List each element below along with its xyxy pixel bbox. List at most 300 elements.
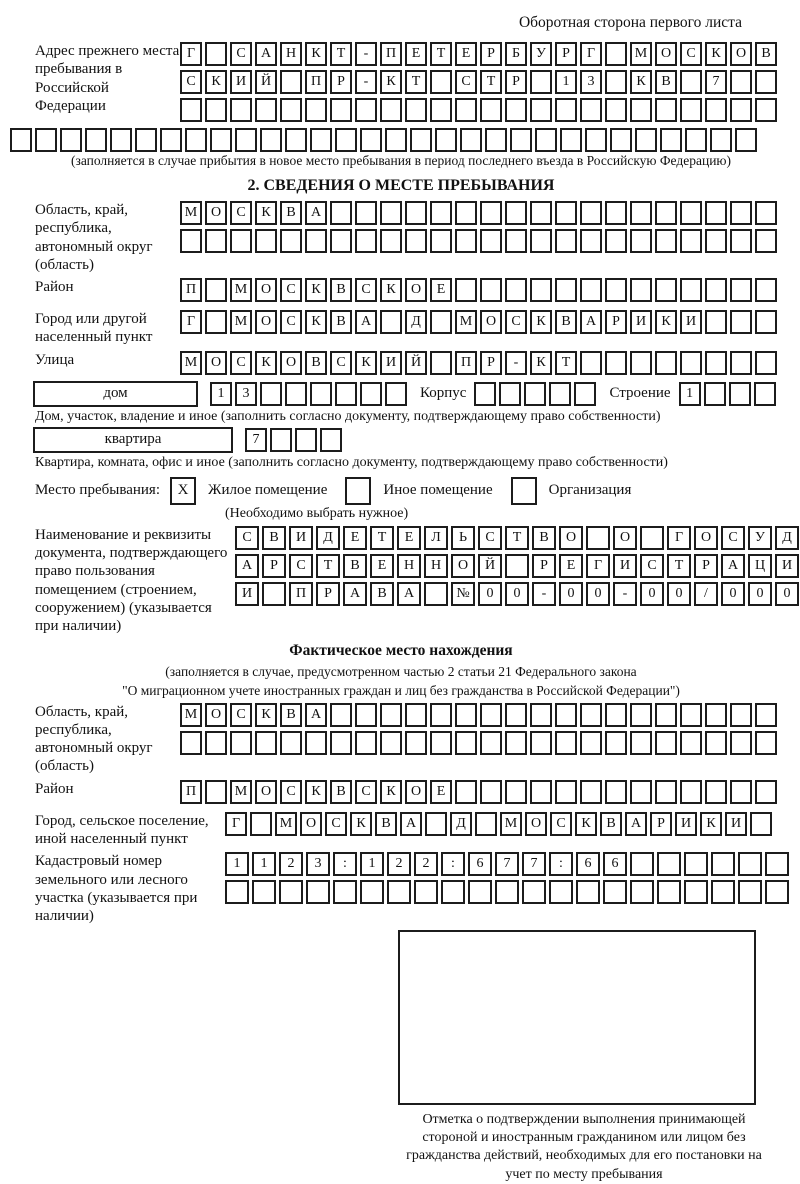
char-box[interactable] bbox=[355, 229, 377, 253]
char-box[interactable] bbox=[680, 278, 702, 302]
char-box[interactable] bbox=[455, 780, 477, 804]
char-box[interactable] bbox=[585, 128, 607, 152]
char-box[interactable] bbox=[765, 852, 789, 876]
char-box[interactable] bbox=[250, 812, 272, 836]
char-box[interactable]: В bbox=[330, 780, 352, 804]
char-box[interactable] bbox=[355, 98, 377, 122]
char-box[interactable] bbox=[630, 852, 654, 876]
char-box[interactable] bbox=[630, 703, 652, 727]
char-box[interactable]: 0 bbox=[586, 582, 610, 606]
char-box[interactable] bbox=[430, 703, 452, 727]
char-box[interactable]: О bbox=[255, 278, 277, 302]
char-box[interactable] bbox=[705, 351, 727, 375]
char-box[interactable] bbox=[252, 880, 276, 904]
char-box[interactable] bbox=[610, 128, 632, 152]
char-box[interactable] bbox=[360, 128, 382, 152]
char-box[interactable] bbox=[335, 128, 357, 152]
char-box[interactable]: М bbox=[230, 310, 252, 334]
char-box[interactable]: К bbox=[255, 351, 277, 375]
char-box[interactable]: Д bbox=[316, 526, 340, 550]
char-box[interactable] bbox=[680, 98, 702, 122]
char-box[interactable] bbox=[210, 128, 232, 152]
char-box[interactable] bbox=[480, 731, 502, 755]
char-box[interactable] bbox=[680, 703, 702, 727]
char-box[interactable] bbox=[730, 780, 752, 804]
char-box[interactable] bbox=[430, 351, 452, 375]
char-box[interactable]: 2 bbox=[414, 852, 438, 876]
char-box[interactable]: Е bbox=[405, 42, 427, 66]
char-box[interactable] bbox=[705, 310, 727, 334]
char-box[interactable]: В bbox=[330, 310, 352, 334]
char-box[interactable]: И bbox=[613, 554, 637, 578]
char-box[interactable] bbox=[730, 310, 752, 334]
char-box[interactable] bbox=[730, 351, 752, 375]
char-box[interactable] bbox=[730, 70, 752, 94]
house-type-box[interactable]: дом bbox=[33, 381, 198, 407]
char-box[interactable]: 3 bbox=[306, 852, 330, 876]
char-box[interactable] bbox=[630, 201, 652, 225]
char-box[interactable] bbox=[655, 229, 677, 253]
char-box[interactable]: Е bbox=[430, 278, 452, 302]
char-box[interactable] bbox=[586, 526, 610, 550]
char-box[interactable]: С bbox=[280, 310, 302, 334]
char-box[interactable]: С bbox=[289, 554, 313, 578]
char-box[interactable]: Ц bbox=[748, 554, 772, 578]
char-box[interactable] bbox=[225, 880, 249, 904]
char-box[interactable]: П bbox=[305, 70, 327, 94]
char-box[interactable] bbox=[285, 128, 307, 152]
char-box[interactable]: 0 bbox=[559, 582, 583, 606]
char-box[interactable] bbox=[205, 229, 227, 253]
char-box[interactable] bbox=[380, 310, 402, 334]
char-box[interactable]: М bbox=[230, 278, 252, 302]
char-box[interactable] bbox=[405, 229, 427, 253]
char-box[interactable] bbox=[468, 880, 492, 904]
char-box[interactable] bbox=[385, 128, 407, 152]
char-box[interactable]: В bbox=[532, 526, 556, 550]
char-box[interactable] bbox=[255, 731, 277, 755]
char-box[interactable] bbox=[414, 880, 438, 904]
char-box[interactable] bbox=[705, 201, 727, 225]
char-box[interactable]: О bbox=[559, 526, 583, 550]
char-box[interactable]: Р bbox=[650, 812, 672, 836]
char-box[interactable]: С bbox=[721, 526, 745, 550]
char-box[interactable]: О bbox=[255, 310, 277, 334]
char-box[interactable] bbox=[730, 703, 752, 727]
char-box[interactable]: О bbox=[613, 526, 637, 550]
char-box[interactable]: М bbox=[230, 780, 252, 804]
char-box[interactable]: А bbox=[397, 582, 421, 606]
char-box[interactable]: И bbox=[680, 310, 702, 334]
char-box[interactable] bbox=[205, 731, 227, 755]
char-box[interactable] bbox=[410, 128, 432, 152]
char-box[interactable]: М bbox=[455, 310, 477, 334]
char-box[interactable] bbox=[474, 382, 496, 406]
char-box[interactable] bbox=[580, 351, 602, 375]
char-box[interactable]: К bbox=[350, 812, 372, 836]
char-box[interactable] bbox=[555, 229, 577, 253]
char-box[interactable]: Б bbox=[505, 42, 527, 66]
char-box[interactable] bbox=[355, 731, 377, 755]
char-box[interactable] bbox=[755, 351, 777, 375]
char-box[interactable]: Й bbox=[405, 351, 427, 375]
char-box[interactable] bbox=[605, 98, 627, 122]
char-box[interactable]: А bbox=[235, 554, 259, 578]
char-box[interactable] bbox=[755, 70, 777, 94]
char-box[interactable] bbox=[430, 70, 452, 94]
char-box[interactable]: Г bbox=[586, 554, 610, 578]
char-box[interactable]: С bbox=[230, 42, 252, 66]
char-box[interactable]: Т bbox=[555, 351, 577, 375]
char-box[interactable]: 0 bbox=[505, 582, 529, 606]
char-box[interactable]: М bbox=[275, 812, 297, 836]
char-box[interactable] bbox=[205, 278, 227, 302]
char-box[interactable] bbox=[485, 128, 507, 152]
char-box[interactable]: О bbox=[480, 310, 502, 334]
char-box[interactable]: В bbox=[330, 278, 352, 302]
char-box[interactable]: П bbox=[289, 582, 313, 606]
char-box[interactable]: 1 bbox=[210, 382, 232, 406]
char-box[interactable]: В bbox=[305, 351, 327, 375]
char-box[interactable] bbox=[580, 278, 602, 302]
char-box[interactable]: О bbox=[451, 554, 475, 578]
char-box[interactable] bbox=[605, 70, 627, 94]
char-box[interactable] bbox=[765, 880, 789, 904]
char-box[interactable] bbox=[160, 128, 182, 152]
char-box[interactable]: 0 bbox=[775, 582, 799, 606]
char-box[interactable] bbox=[605, 229, 627, 253]
char-box[interactable]: С bbox=[478, 526, 502, 550]
char-box[interactable]: К bbox=[255, 201, 277, 225]
char-box[interactable]: 0 bbox=[667, 582, 691, 606]
char-box[interactable] bbox=[380, 201, 402, 225]
char-box[interactable]: А bbox=[400, 812, 422, 836]
char-box[interactable] bbox=[310, 382, 332, 406]
char-box[interactable]: В bbox=[555, 310, 577, 334]
char-box[interactable]: А bbox=[305, 703, 327, 727]
char-box[interactable] bbox=[305, 731, 327, 755]
char-box[interactable] bbox=[705, 780, 727, 804]
char-box[interactable] bbox=[430, 98, 452, 122]
char-box[interactable] bbox=[305, 229, 327, 253]
char-box[interactable]: В bbox=[600, 812, 622, 836]
char-box[interactable] bbox=[605, 703, 627, 727]
char-box[interactable]: О bbox=[300, 812, 322, 836]
char-box[interactable] bbox=[605, 42, 627, 66]
char-box[interactable] bbox=[185, 128, 207, 152]
char-box[interactable] bbox=[680, 201, 702, 225]
char-box[interactable] bbox=[576, 880, 600, 904]
char-box[interactable]: Н bbox=[397, 554, 421, 578]
char-box[interactable] bbox=[580, 780, 602, 804]
char-box[interactable] bbox=[320, 428, 342, 452]
char-box[interactable] bbox=[603, 880, 627, 904]
char-box[interactable] bbox=[630, 780, 652, 804]
char-box[interactable]: Р bbox=[316, 582, 340, 606]
char-box[interactable] bbox=[455, 703, 477, 727]
char-box[interactable]: О bbox=[405, 780, 427, 804]
char-box[interactable]: К bbox=[305, 310, 327, 334]
char-box[interactable]: П bbox=[380, 42, 402, 66]
checkbox-organizatsiya[interactable] bbox=[511, 477, 537, 505]
char-box[interactable] bbox=[655, 780, 677, 804]
char-box[interactable]: К bbox=[380, 780, 402, 804]
char-box[interactable]: - bbox=[505, 351, 527, 375]
char-box[interactable]: Д bbox=[775, 526, 799, 550]
char-box[interactable]: С bbox=[280, 278, 302, 302]
char-box[interactable] bbox=[355, 201, 377, 225]
char-box[interactable] bbox=[405, 201, 427, 225]
char-box[interactable] bbox=[750, 812, 772, 836]
char-box[interactable] bbox=[574, 382, 596, 406]
char-box[interactable] bbox=[522, 880, 546, 904]
char-box[interactable] bbox=[205, 98, 227, 122]
char-box[interactable] bbox=[505, 780, 527, 804]
char-box[interactable] bbox=[280, 229, 302, 253]
char-box[interactable]: М bbox=[180, 351, 202, 375]
char-box[interactable]: Т bbox=[505, 526, 529, 550]
char-box[interactable]: К bbox=[380, 278, 402, 302]
char-box[interactable] bbox=[530, 98, 552, 122]
char-box[interactable] bbox=[535, 128, 557, 152]
char-box[interactable]: Р bbox=[480, 351, 502, 375]
char-box[interactable]: Е bbox=[343, 526, 367, 550]
char-box[interactable] bbox=[280, 70, 302, 94]
char-box[interactable]: К bbox=[530, 351, 552, 375]
char-box[interactable] bbox=[630, 98, 652, 122]
char-box[interactable] bbox=[360, 382, 382, 406]
char-box[interactable]: К bbox=[305, 278, 327, 302]
char-box[interactable] bbox=[279, 880, 303, 904]
char-box[interactable]: О bbox=[694, 526, 718, 550]
char-box[interactable] bbox=[430, 731, 452, 755]
char-box[interactable]: 0 bbox=[748, 582, 772, 606]
char-box[interactable]: Т bbox=[480, 70, 502, 94]
char-box[interactable] bbox=[580, 703, 602, 727]
char-box[interactable] bbox=[480, 780, 502, 804]
char-box[interactable] bbox=[180, 229, 202, 253]
char-box[interactable] bbox=[530, 731, 552, 755]
char-box[interactable]: В bbox=[370, 582, 394, 606]
char-box[interactable] bbox=[630, 880, 654, 904]
char-box[interactable]: М bbox=[180, 703, 202, 727]
char-box[interactable] bbox=[730, 731, 752, 755]
char-box[interactable]: Н bbox=[280, 42, 302, 66]
char-box[interactable] bbox=[230, 98, 252, 122]
char-box[interactable] bbox=[738, 880, 762, 904]
char-box[interactable]: 7 bbox=[522, 852, 546, 876]
char-box[interactable] bbox=[711, 880, 735, 904]
char-box[interactable]: Р bbox=[555, 42, 577, 66]
char-box[interactable]: К bbox=[205, 70, 227, 94]
char-box[interactable] bbox=[499, 382, 521, 406]
char-box[interactable] bbox=[580, 98, 602, 122]
char-box[interactable] bbox=[605, 780, 627, 804]
char-box[interactable]: А bbox=[580, 310, 602, 334]
char-box[interactable] bbox=[657, 852, 681, 876]
char-box[interactable]: 7 bbox=[245, 428, 267, 452]
char-box[interactable]: И bbox=[775, 554, 799, 578]
char-box[interactable]: Г bbox=[180, 310, 202, 334]
char-box[interactable] bbox=[260, 382, 282, 406]
char-box[interactable] bbox=[635, 128, 657, 152]
char-box[interactable]: Е bbox=[559, 554, 583, 578]
char-box[interactable] bbox=[555, 278, 577, 302]
char-box[interactable]: О bbox=[525, 812, 547, 836]
char-box[interactable]: С bbox=[640, 554, 664, 578]
char-box[interactable]: О bbox=[205, 351, 227, 375]
char-box[interactable]: 1 bbox=[679, 382, 701, 406]
char-box[interactable] bbox=[630, 229, 652, 253]
char-box[interactable] bbox=[235, 128, 257, 152]
char-box[interactable]: 1 bbox=[555, 70, 577, 94]
char-box[interactable]: О bbox=[405, 278, 427, 302]
char-box[interactable] bbox=[455, 731, 477, 755]
char-box[interactable] bbox=[705, 703, 727, 727]
char-box[interactable]: И bbox=[630, 310, 652, 334]
char-box[interactable]: М bbox=[500, 812, 522, 836]
char-box[interactable] bbox=[306, 880, 330, 904]
char-box[interactable] bbox=[330, 98, 352, 122]
char-box[interactable] bbox=[330, 201, 352, 225]
char-box[interactable] bbox=[605, 351, 627, 375]
char-box[interactable]: С bbox=[230, 703, 252, 727]
char-box[interactable]: С bbox=[330, 351, 352, 375]
char-box[interactable] bbox=[711, 852, 735, 876]
char-box[interactable]: А bbox=[255, 42, 277, 66]
char-box[interactable] bbox=[480, 201, 502, 225]
char-box[interactable] bbox=[685, 128, 707, 152]
char-box[interactable] bbox=[230, 731, 252, 755]
char-box[interactable]: В bbox=[280, 201, 302, 225]
char-box[interactable] bbox=[684, 852, 708, 876]
char-box[interactable] bbox=[530, 70, 552, 94]
char-box[interactable]: О bbox=[205, 201, 227, 225]
char-box[interactable] bbox=[385, 382, 407, 406]
char-box[interactable] bbox=[555, 201, 577, 225]
char-box[interactable] bbox=[480, 278, 502, 302]
char-box[interactable]: Т bbox=[405, 70, 427, 94]
char-box[interactable] bbox=[330, 703, 352, 727]
char-box[interactable] bbox=[710, 128, 732, 152]
char-box[interactable]: 6 bbox=[576, 852, 600, 876]
char-box[interactable] bbox=[755, 310, 777, 334]
char-box[interactable] bbox=[549, 382, 571, 406]
char-box[interactable] bbox=[333, 880, 357, 904]
char-box[interactable]: К bbox=[355, 351, 377, 375]
char-box[interactable]: 3 bbox=[580, 70, 602, 94]
char-box[interactable]: У bbox=[530, 42, 552, 66]
char-box[interactable]: И bbox=[675, 812, 697, 836]
char-box[interactable]: 1 bbox=[252, 852, 276, 876]
char-box[interactable] bbox=[655, 703, 677, 727]
char-box[interactable] bbox=[755, 201, 777, 225]
char-box[interactable] bbox=[755, 229, 777, 253]
char-box[interactable]: Т bbox=[370, 526, 394, 550]
checkbox-zhiloe[interactable]: X bbox=[170, 477, 196, 505]
char-box[interactable]: Г bbox=[667, 526, 691, 550]
char-box[interactable]: А bbox=[721, 554, 745, 578]
char-box[interactable]: В bbox=[262, 526, 286, 550]
char-box[interactable]: Т bbox=[330, 42, 352, 66]
char-box[interactable] bbox=[262, 582, 286, 606]
char-box[interactable] bbox=[360, 880, 384, 904]
char-box[interactable] bbox=[640, 526, 664, 550]
char-box[interactable]: С bbox=[680, 42, 702, 66]
char-box[interactable]: Р bbox=[694, 554, 718, 578]
char-box[interactable]: Й bbox=[255, 70, 277, 94]
char-box[interactable] bbox=[380, 703, 402, 727]
char-box[interactable]: Т bbox=[430, 42, 452, 66]
char-box[interactable] bbox=[505, 731, 527, 755]
char-box[interactable]: О bbox=[655, 42, 677, 66]
char-box[interactable] bbox=[705, 731, 727, 755]
char-box[interactable] bbox=[430, 229, 452, 253]
char-box[interactable] bbox=[35, 128, 57, 152]
char-box[interactable] bbox=[295, 428, 317, 452]
char-box[interactable]: П bbox=[455, 351, 477, 375]
char-box[interactable]: П bbox=[180, 278, 202, 302]
char-box[interactable] bbox=[655, 98, 677, 122]
char-box[interactable] bbox=[605, 278, 627, 302]
char-box[interactable] bbox=[605, 201, 627, 225]
char-box[interactable]: С bbox=[550, 812, 572, 836]
char-box[interactable] bbox=[430, 201, 452, 225]
char-box[interactable]: Й bbox=[478, 554, 502, 578]
char-box[interactable]: - bbox=[613, 582, 637, 606]
char-box[interactable]: Р bbox=[480, 42, 502, 66]
char-box[interactable]: Р bbox=[330, 70, 352, 94]
char-box[interactable]: К bbox=[705, 42, 727, 66]
char-box[interactable]: С bbox=[230, 201, 252, 225]
char-box[interactable]: О bbox=[280, 351, 302, 375]
char-box[interactable] bbox=[405, 98, 427, 122]
char-box[interactable] bbox=[655, 351, 677, 375]
char-box[interactable]: С bbox=[455, 70, 477, 94]
char-box[interactable] bbox=[704, 382, 726, 406]
char-box[interactable] bbox=[755, 278, 777, 302]
char-box[interactable] bbox=[305, 98, 327, 122]
char-box[interactable] bbox=[255, 98, 277, 122]
char-box[interactable]: В bbox=[343, 554, 367, 578]
char-box[interactable]: С bbox=[280, 780, 302, 804]
char-box[interactable]: К bbox=[305, 42, 327, 66]
char-box[interactable]: Д bbox=[405, 310, 427, 334]
char-box[interactable] bbox=[530, 229, 552, 253]
char-box[interactable] bbox=[441, 880, 465, 904]
char-box[interactable]: К bbox=[255, 703, 277, 727]
char-box[interactable] bbox=[110, 128, 132, 152]
char-box[interactable]: А bbox=[343, 582, 367, 606]
char-box[interactable]: К bbox=[380, 70, 402, 94]
char-box[interactable] bbox=[180, 731, 202, 755]
char-box[interactable] bbox=[455, 278, 477, 302]
char-box[interactable] bbox=[205, 310, 227, 334]
char-box[interactable] bbox=[530, 278, 552, 302]
char-box[interactable] bbox=[730, 229, 752, 253]
char-box[interactable] bbox=[285, 382, 307, 406]
char-box[interactable]: С bbox=[355, 278, 377, 302]
char-box[interactable] bbox=[380, 229, 402, 253]
char-box[interactable] bbox=[580, 229, 602, 253]
char-box[interactable] bbox=[255, 229, 277, 253]
char-box[interactable] bbox=[280, 731, 302, 755]
char-box[interactable] bbox=[524, 382, 546, 406]
char-box[interactable]: Ь bbox=[451, 526, 475, 550]
char-box[interactable] bbox=[270, 428, 292, 452]
char-box[interactable]: Р bbox=[262, 554, 286, 578]
char-box[interactable]: Л bbox=[424, 526, 448, 550]
